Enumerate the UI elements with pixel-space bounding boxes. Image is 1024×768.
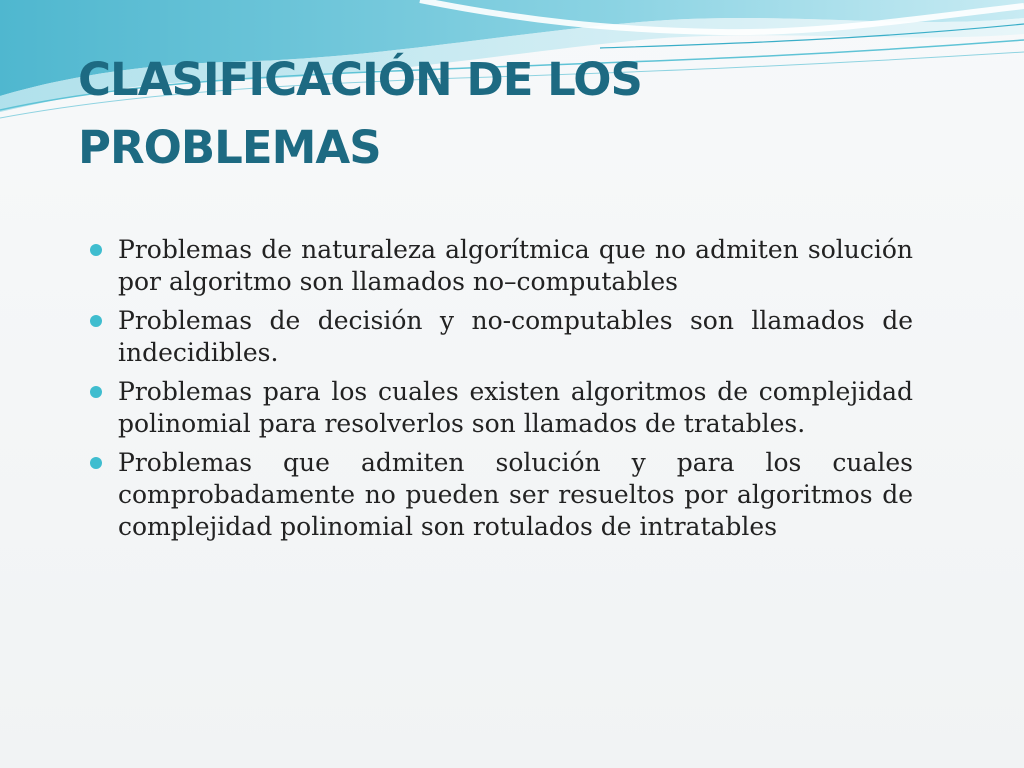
- bullet-item: [90, 234, 913, 298]
- bullet-item: [90, 376, 913, 440]
- bullet-dot-icon: [90, 457, 102, 469]
- bullet-dot-icon: [90, 386, 102, 398]
- bullet-dot-icon: [90, 244, 102, 256]
- bullet-item: [90, 447, 913, 543]
- bullet-text: Problemas que admiten solución y para los cuales comprobadamente no pueden ser resueltos por algoritmos de complejidad polinomial son rotulados de intratables: [118, 448, 913, 541]
- bullet-dot-icon: [90, 315, 102, 327]
- bullet-text: Problemas de naturaleza algorítmica que no admiten solución por algoritmo son llamados no–computables: [118, 235, 913, 296]
- bullet-list: [90, 234, 913, 550]
- bullet-text: Problemas para los cuales existen algoritmos de complejidad polinomial para resolverlos son llamados de tratables.: [118, 377, 913, 438]
- slide-title: CLASIFICACIÓN DE LOS PROBLEMAS: [78, 53, 642, 174]
- bullet-text: Problemas de decisión y no-computables son llamados de indecidibles.: [118, 306, 913, 367]
- bullet-item: [90, 305, 913, 369]
